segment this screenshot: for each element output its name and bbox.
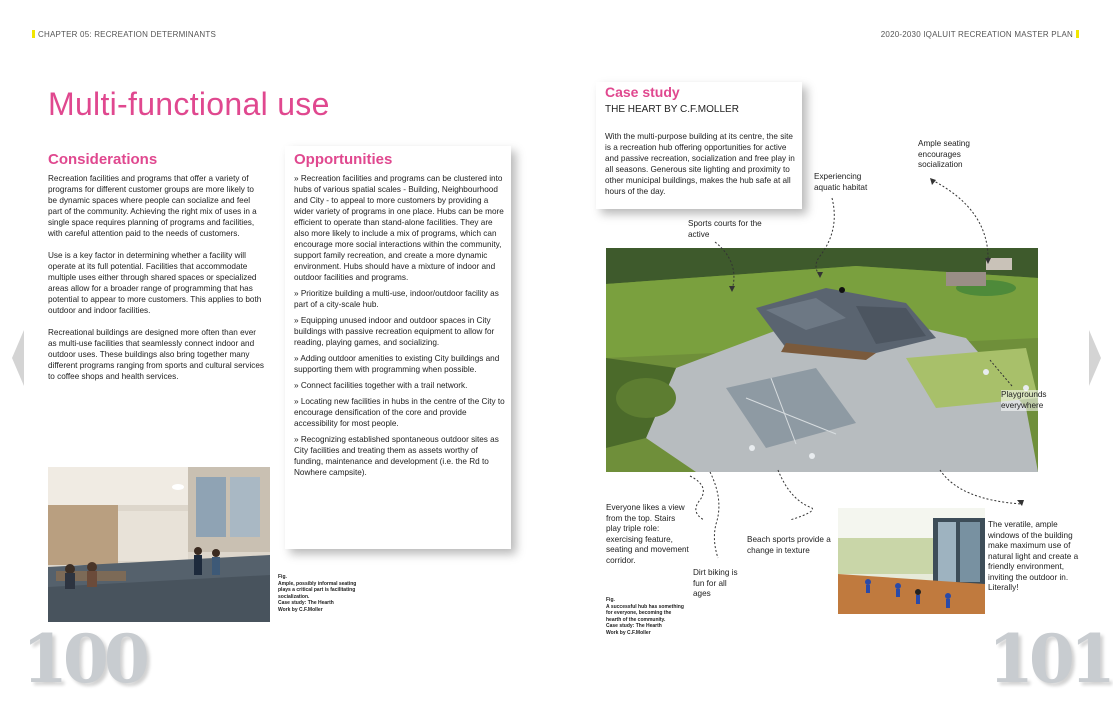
chapter-label: CHAPTER 05: RECREATION DETERMINANTS: [38, 30, 216, 39]
leader-line: [710, 472, 719, 558]
annotation-sports-courts: Sports courts for the active: [688, 219, 762, 239]
interior-seating-illustration: [48, 467, 270, 622]
caption-line: Ample, possibly informal seating plays a critical part is facilitating socialization.: [278, 580, 357, 600]
running-header-left: [32, 30, 216, 39]
paragraph: Use is a key factor in determining whether a facility will operate at its full potential. Facilities that accommodate multiple uses either through shared spaces or specialized areas allow for a broader range of programming that has potential to appear to more customers. This applies to both outdoor and indoor facilities.: [48, 251, 262, 315]
considerations-heading: Considerations: [48, 151, 158, 168]
list-item: » Recognizing established spontaneous outdoor sites as City facilities and treating them as assets worthy of funding, maintenance and development (i.e. the Rd to Nowhere campsite).: [294, 435, 499, 477]
previous-page-arrow-icon[interactable]: [12, 330, 24, 386]
arrowhead-icon: [1017, 500, 1024, 506]
opportunities-list: [294, 173, 507, 483]
arrowhead-icon: [930, 178, 936, 185]
list-item: » Locating new facilities in hubs in the centre of the City to encourage densification of the core and provide accessibility for most people.: [294, 397, 505, 428]
gym-interior-illustration: [838, 508, 985, 614]
figure-caption-right: [606, 597, 686, 636]
list-item: » Prioritize building a multi-use, indoor/outdoor facility as part of a city-scale hub.: [294, 289, 499, 309]
annotation-playgrounds: Playgrounds everywhere: [1001, 390, 1061, 411]
list-item: » Recreation facilities and programs can be clustered into hubs of various spatial scales - Building, Neighbourhood and City - to appeal to more customers by providing a wider variety of programs in one place. Hubs can be more efficient to operate than stand-alone facilities. They are also more likely to include a mix of programs, which can encourage more social interactions within the community, support family recreation, and create a more dynamic environment. Hubs should have a mixture of indoor and outdoor facilities and programs.: [294, 174, 504, 282]
gym-interior-photo: [838, 508, 985, 614]
running-header-right: [881, 30, 1079, 39]
opportunities-heading: Opportunities: [294, 151, 393, 168]
document-title: 2020-2030 IQALUIT RECREATION MASTER PLAN: [880, 30, 1073, 39]
leader-line: [690, 476, 704, 520]
list-item: » Adding outdoor amenities to existing City buildings and supporting them with programming when possible.: [294, 354, 500, 374]
case-study-subheading: THE HEART BY C.F.MOLLER: [605, 104, 739, 115]
aerial-site-illustration: [606, 248, 1038, 472]
caption-line: Fig.: [606, 597, 615, 603]
annotation-dirt-biking: Dirt biking is fun for all ages: [693, 568, 738, 598]
aerial-site-photo: [606, 248, 1038, 472]
page-title: Multi-functional use: [48, 86, 330, 122]
leader-line: [940, 470, 1022, 504]
caption-line: Fig.: [278, 574, 287, 580]
caption-line: Work by C.F.Moller: [278, 606, 323, 613]
annotation-windows: The veratile, ample windows of the building make maximum use of natural light and create a friendly environment, inviting the outdoor in. Literally!: [988, 520, 1079, 592]
considerations-body: [48, 173, 264, 393]
list-item: » Equipping unused indoor and outdoor spaces in City buildings with passive recreation equipment to allow for reading, playing games, and socializing.: [294, 316, 495, 347]
case-study-heading: Case study: [605, 84, 680, 100]
figure-caption-left: [278, 574, 368, 613]
caption-line: A successful hub has something for everyone, becoming the hearth of the community.: [606, 603, 684, 623]
annotation-seating: Ample seating encourages socialization: [918, 139, 970, 169]
paragraph: Recreation facilities and programs that offer a variety of programs for different customer groups are more likely to be dynamic spaces where people can socialize and feel part of the community. Achieving the right mix of uses in a single space requires planning of programs and facilities, with careful attention paid to the needs of customers.: [48, 174, 257, 238]
page-number-left: 100: [22, 620, 145, 698]
paragraph: Recreational buildings are designed more often than ever as multi-use facilities that seamlessly connect indoor and outdoor uses. These buildings also bring together many different programs ranging from sports and cultural services to coffee shops and health services.: [48, 328, 265, 381]
next-page-arrow-icon[interactable]: [1089, 330, 1101, 386]
header-marker: [32, 30, 35, 38]
annotation-view: Everyone likes a view from the top. Stairs play triple role: exercising feature, seating and movement corridor.: [606, 503, 689, 565]
annotation-beach: Beach sports provide a change in texture: [747, 535, 831, 555]
case-study-description: With the multi-purpose building at its centre, the site is a recreation hub offering opportunities for active and passive recreation, socialization and free play in all seasons. Generous site lighting and proximity to other municipal buildings, makes the hub safe at all hours of the day.: [605, 132, 795, 196]
leader-line: [778, 470, 813, 520]
page-number-right: 101: [988, 620, 1111, 698]
header-marker: [1076, 30, 1079, 38]
caption-line: Case study: The Hearth: [278, 600, 334, 606]
caption-line: Case study: The Hearth: [606, 623, 662, 629]
caption-line: Work by C.F.Moller: [606, 629, 651, 636]
annotation-aquatic: Experiencing aquatic habitat: [814, 172, 868, 192]
list-item: » Connect facilities together with a trail network.: [294, 381, 468, 390]
interior-seating-photo: [48, 467, 270, 622]
